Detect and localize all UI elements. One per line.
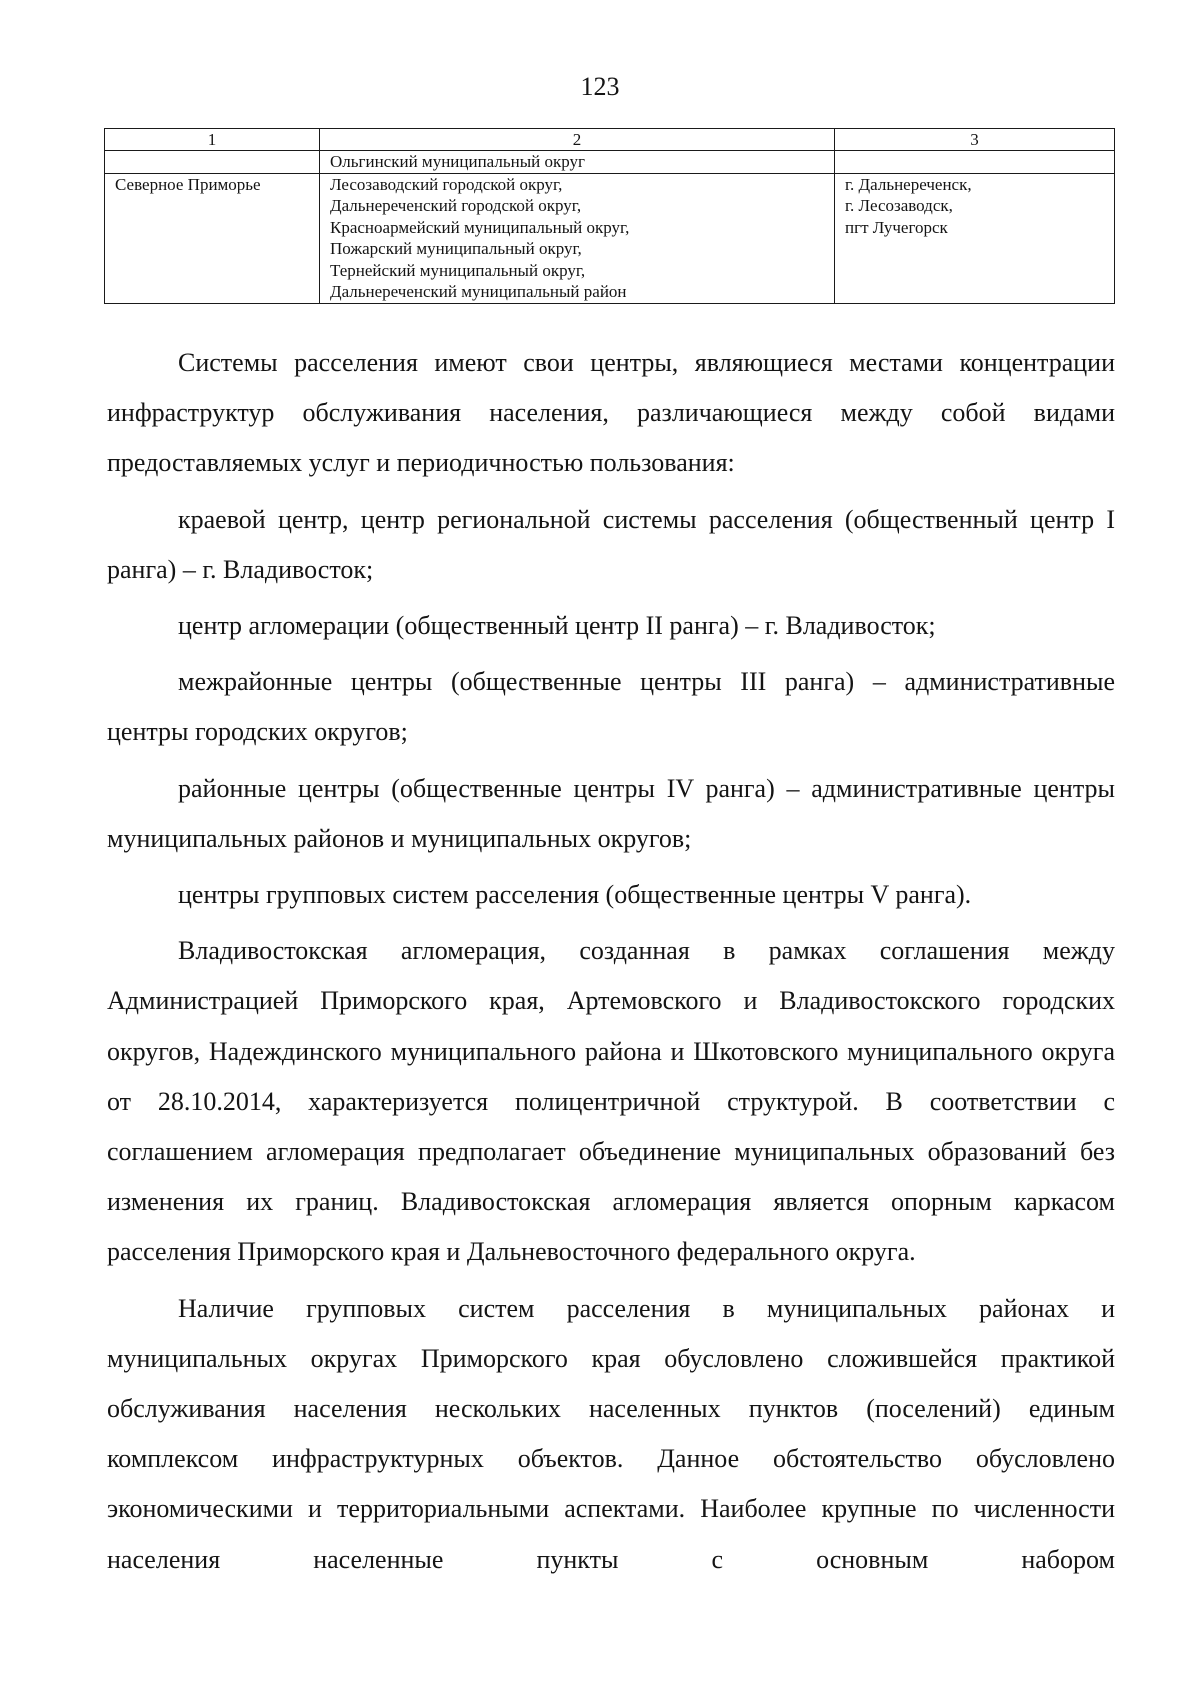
document-body (107, 338, 1115, 1585)
column-number-3: 3 (835, 129, 1115, 151)
settlement-system-name: Северное Приморье (115, 174, 261, 194)
district-line: Лесозаводский городской округ, (330, 174, 563, 194)
center-line: г. Лесозаводск, (845, 196, 953, 215)
paragraph-group-system-centers: центры групповых систем расселения (общественные центры V ранга). (178, 880, 972, 910)
table-cell-empty (835, 151, 1115, 174)
paragraph-group-settlement-systems: Наличие групповых систем расселения в муниципальных районах и муниципальных округах Приморского края обусловлено сложившейся практикой обслуживания населения нескольких населенных пунктов (поселений) единым комплексом инфраструктурных объектов. Данное обстоятельство обусловлено экономическими и территориальными аспектами. Наиболее крупные по численности населения населенные пункты с основным набором (107, 1293, 1115, 1574)
paragraph-interdistrict-centers: межрайонные центры (общественные центры III ранга) – административные центры городских округов; (107, 667, 1115, 747)
paragraph-regional-center: краевой центр, центр региональной системы расселения (общественный центр I ранга) – г. Владивосток; (107, 504, 1115, 584)
table-cell-system-name (105, 173, 320, 303)
table-row-northern-primorye (105, 173, 1115, 303)
table-cell-centers (835, 173, 1115, 303)
paragraph-settlement-centers: Системы расселения имеют свои центры, являющиеся местами концентрации инфраструктур обслуживания населения, различающиеся между собой видами предоставляемых услуг и периодичностью пользования: (107, 348, 1115, 478)
center-line: пгт Лучегорск (845, 217, 948, 237)
district-line: Ольгинский муниципальный округ (330, 152, 585, 171)
column-number-1: 1 (105, 129, 320, 151)
district-line: Красноармейский муниципальный округ, (330, 217, 630, 237)
district-line: Дальнереченский муниципальный район (330, 282, 627, 301)
district-line: Пожарский муниципальный округ, (330, 239, 582, 258)
page-number: 123 (580, 72, 620, 101)
paragraph-district-centers: районные центры (общественные центры IV ранга) – административные центры муниципальных районов и муниципальных округов; (107, 773, 1115, 853)
column-number-2: 2 (320, 129, 835, 151)
table-cell-district (320, 151, 835, 174)
table-cell-empty (105, 151, 320, 174)
center-line: г. Дальнереченск, (845, 174, 972, 194)
table-header-row (105, 129, 1115, 151)
paragraph-agglomeration-center: центр агломерации (общественный центр II ранга) – г. Владивосток; (178, 611, 936, 641)
district-line: Тернейский муниципальный округ, (330, 260, 586, 280)
settlement-systems-table (104, 128, 1115, 304)
table-cell-districts (320, 173, 835, 303)
table-row-continuation (105, 151, 1115, 174)
district-line: Дальнереченский городской округ, (330, 196, 582, 215)
paragraph-vladivostok-agglomeration: Владивостокская агломерация, созданная в рамках соглашения между Администрацией Приморского края, Артемовского и Владивостокского городских округов, Надеждинского муниципального района и Шкотовского муниципального округа от 28.10.2014, характеризуется полицентричной структурой. В соответствии с соглашением агломерация предполагает объединение муниципальных образований без изменения их границ. Владивостокская агломерация является опорным каркасом расселения Приморского края и Дальневосточного федерального округа. (107, 936, 1115, 1267)
